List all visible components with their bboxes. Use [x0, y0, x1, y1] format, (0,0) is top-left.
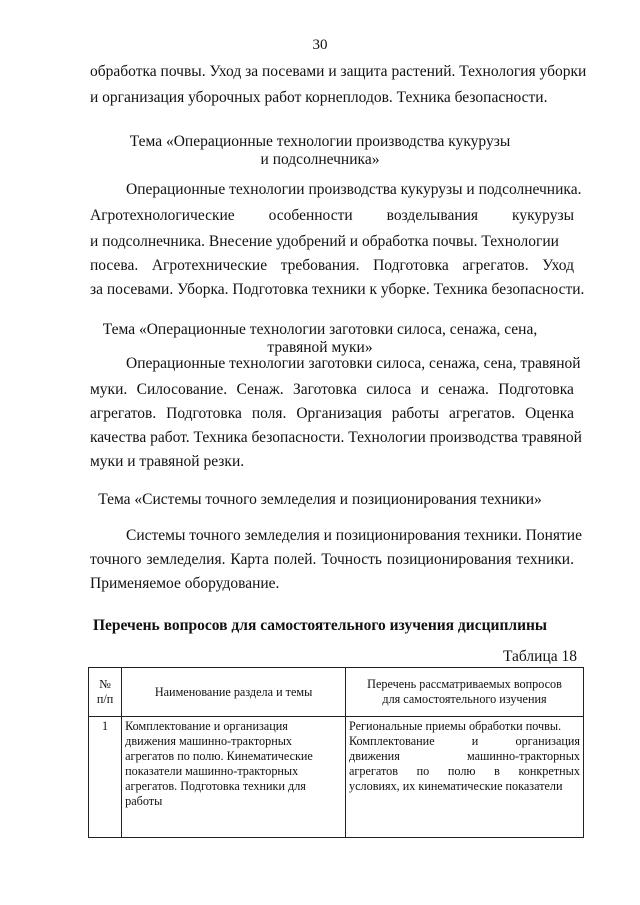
word: возделывания [386, 207, 479, 224]
word: требования. [280, 257, 360, 274]
word: и [420, 381, 429, 398]
topic3-text-line-3: Применяемое оборудование. [90, 575, 280, 592]
topic1-title-line-2: и подсолнечника» [260, 151, 380, 168]
word: земледелия. [146, 551, 226, 568]
questions-line-1: Региональные приемы обработки почвы. [349, 719, 562, 733]
questions-line-5: условиях, их кинематические показатели [349, 779, 563, 793]
page-number: 30 [312, 37, 328, 53]
word: точного [90, 551, 142, 568]
word: по [416, 764, 430, 778]
word: Заготовка [292, 381, 357, 398]
word: агрегатов. [448, 405, 516, 422]
row-questions [346, 717, 584, 838]
word: конкретных [518, 764, 580, 778]
word: Организация [296, 405, 382, 422]
topic2-text-line-1: Операционные технологии заготовки силоса, сенажа, сена, травяной [126, 355, 581, 372]
questions-line-3 [349, 749, 580, 764]
word: Подготовка [373, 257, 449, 274]
row-num: 1 [89, 717, 122, 838]
section-line: Комплектование и организация [125, 719, 288, 733]
table-caption: Таблица 18 [502, 648, 577, 665]
header-questions [346, 668, 584, 717]
word: Подготовка [166, 405, 242, 422]
word: муки. [90, 381, 128, 398]
word: поля. [251, 405, 287, 422]
word: техники. [516, 551, 574, 568]
header-questions-line-1: Перечень рассматриваемых вопросов [367, 677, 562, 691]
topic2-text-line-5: муки и травяной резки. [90, 453, 245, 470]
word: агрегатов. [462, 257, 529, 274]
word: Агротехнические [151, 257, 268, 274]
topic3-text-line-1: Системы точного земледелия и позиционирования техники. Понятие [126, 527, 582, 544]
word: Уход [542, 257, 574, 274]
word: машинно-тракторных [466, 749, 580, 763]
word: Карта [230, 551, 269, 568]
word: агрегатов [349, 764, 399, 778]
topic1-title-line-1: Тема «Операционные технологии производства кукурузы [129, 133, 511, 150]
word: Комплектование [349, 734, 435, 748]
row-section [122, 717, 346, 838]
word: организация [515, 734, 580, 748]
section-line: работы [125, 794, 163, 808]
section-line: показатели машинно-тракторных [125, 764, 299, 778]
topic3-text-line-2 [90, 550, 574, 570]
table-row [89, 717, 584, 838]
header-num-line-1: № [99, 677, 111, 691]
word: Агротехнологические [90, 207, 235, 224]
questions-table [88, 667, 584, 838]
section-line: движения машинно-тракторных [125, 734, 293, 748]
topic1-text-line-4 [90, 256, 574, 276]
topic2-text-line-4: качества работ. Техника безопасности. Технологии производства травяной [90, 429, 582, 446]
intro-line-2: и организация уборочных работ корнеплодов. Техника безопасности. [90, 89, 548, 106]
header-num-line-2: п/п [96, 692, 114, 706]
topic1-text-line-1: Операционные технологии производства кукурузы и подсолнечника. [126, 181, 582, 198]
word: работы [391, 405, 440, 422]
topic1-text-line-5: за посевами. Уборка. Подготовка техники к уборке. Техника безопасности. [90, 281, 585, 298]
word: Оценка [525, 405, 574, 422]
header-questions-line-2: для самостоятельного изучения [382, 692, 547, 706]
topic2-title-line-1: Тема «Операционные технологии заготовки силоса, сенажа, сена, [102, 321, 538, 338]
topic2-text-line-3 [90, 404, 574, 424]
header-num [89, 668, 122, 717]
table-header-row [89, 668, 584, 717]
word: Сенаж. [236, 381, 284, 398]
word: кукурузы [512, 207, 574, 224]
section-line: агрегатов. Подготовка техники для [125, 779, 306, 793]
word: позиционирования [386, 551, 512, 568]
questions-line-4 [349, 764, 580, 779]
word: полю [447, 764, 476, 778]
intro-line-1: обработка почвы. Уход за посевами и защита растений. Технология уборки [90, 63, 587, 80]
word: силоса [366, 381, 412, 398]
word: движения [349, 749, 400, 763]
word: в [494, 764, 500, 778]
word: особенности [268, 207, 353, 224]
questions-heading: Перечень вопросов для самостоятельного изучения дисциплины [92, 617, 548, 634]
questions-line-2 [349, 734, 580, 749]
word: и [471, 734, 479, 748]
section-line: агрегатов по полю. Кинематические [125, 749, 313, 763]
word: посева. [90, 257, 139, 274]
topic3-title: Тема «Системы точного земледелия и позиционирования техники» [98, 491, 542, 508]
word: агрегатов. [90, 405, 157, 422]
word: Точность [321, 551, 382, 568]
topic1-text-line-2 [90, 206, 574, 226]
topic2-title-line-2: травяной муки» [267, 339, 373, 356]
word: Подготовка [498, 381, 574, 398]
word: полей. [273, 551, 317, 568]
header-section: Наименование раздела и темы [122, 668, 346, 717]
word: сенажа. [438, 381, 489, 398]
topic1-text-line-3: и подсолнечника. Внесение удобрений и обработка почвы. Технологии [90, 233, 559, 250]
word: Силосование. [136, 381, 228, 398]
topic2-text-line-2 [90, 380, 574, 400]
